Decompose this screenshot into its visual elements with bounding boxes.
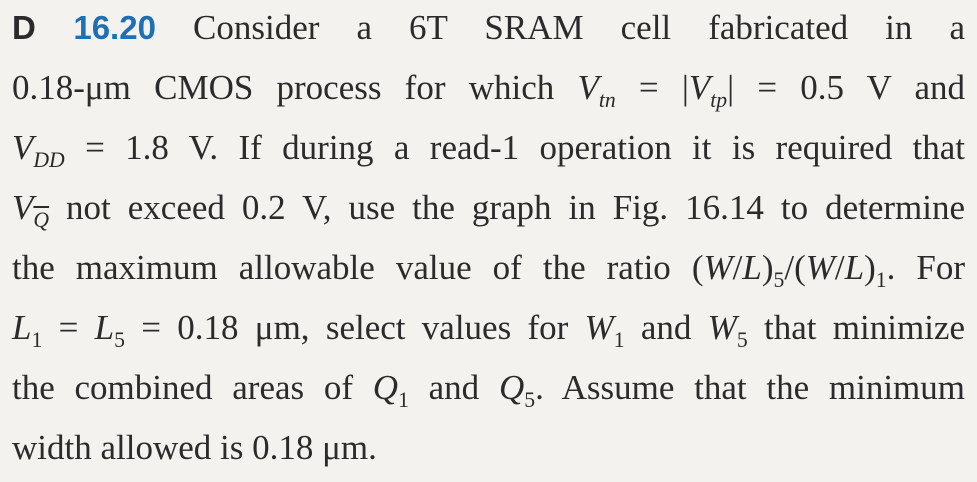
problem-16-20 xyxy=(12,2,965,482)
problem-line-2: 0.18-μm CMOS process for which $V_{tn} = |V_{tp}| = 0.5$ V and xyxy=(12,68,965,113)
problem-line-4: $V_{\overline{Q}}$ not exceed 0.2 V, use the graph in Fig. 16.14 to determine xyxy=(12,188,965,233)
problem-line-5: the maximum allowable value of the ratio $(W/L)_5/(W/L)_1$. For xyxy=(12,248,965,293)
problem-line-1: D 16.20 Consider a 6T SRAM cell fabricated in a xyxy=(12,8,966,47)
problem-number-value: 16.20 xyxy=(73,9,156,46)
problem-design-label: D xyxy=(12,9,36,46)
problem-line-8: width allowed is 0.18 μm. xyxy=(12,428,377,467)
problem-line-3: $V_{DD} = 1.8$ V. If during a read-1 operation it is required that xyxy=(12,128,965,173)
problem-number xyxy=(12,9,156,46)
problem-line-7: the combined areas of $Q_1$ and $Q_5$. Assume that the minimum xyxy=(12,368,965,413)
problem-line-6: $L_1 = L_5 = 0.18$ μm, select values for $W_1$ and $W_5$ that minimize xyxy=(12,308,965,353)
